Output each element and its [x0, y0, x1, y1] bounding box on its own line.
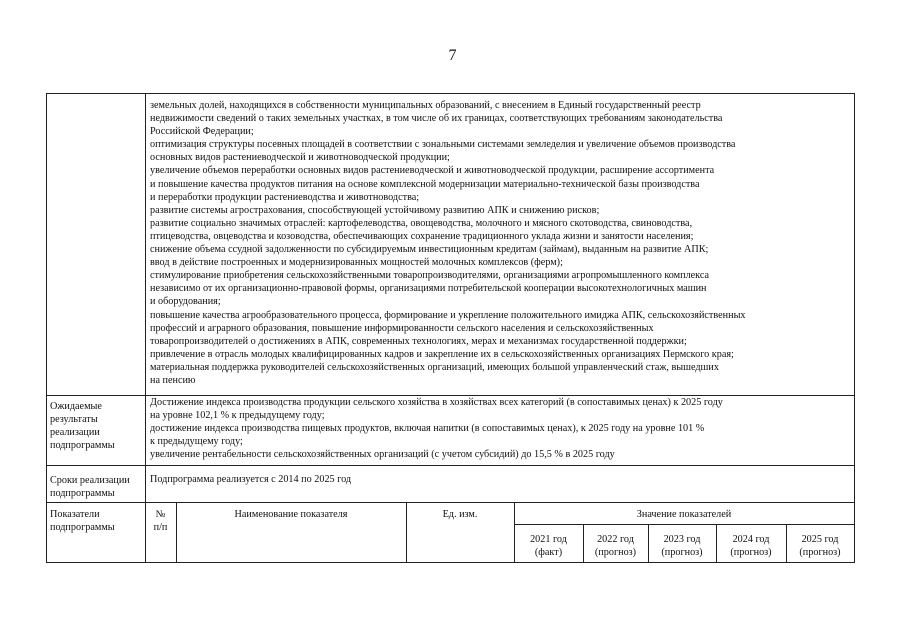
- row-divider-timeline: [46, 465, 854, 466]
- text-line: повышение качества агрообразовательного процесса, формирование и укрепление положительного имиджа АПК, сельскохозяйственных: [150, 309, 746, 321]
- text-line: развитие системы агрострахования, способствующей устойчивому развитию АПК и снижению рисков;: [150, 204, 600, 216]
- text-line: недвижимости сведений о таких земельных участках, в том числе об их границах, соответствующих требованиям законодательства: [150, 113, 723, 125]
- indicator-unit-header: Ед. изм.: [442, 509, 478, 520]
- year-header-2022: 2022 год (прогноз): [594, 534, 637, 559]
- year-header-2025: 2025 год (прогноз): [799, 534, 841, 559]
- table-border-right: [854, 93, 855, 563]
- indicator-name-header: Наименование показателя: [234, 509, 348, 520]
- page-number: 7: [448, 47, 457, 64]
- text-line: и оборудования;: [150, 296, 221, 308]
- year-header-2021: 2021 год (факт): [530, 534, 567, 559]
- text-line: земельных долей, находящихся в собственности муниципальных образований, с внесением в Единый государственный реестр: [150, 100, 701, 111]
- timeline-label: Сроки реализации подпрограммы: [50, 475, 130, 500]
- text-line: независимо от их организационно-правовой формы, организациями потребительской кооперации высокотехнологичных машин: [150, 283, 707, 295]
- year-header-2023: 2023 год (прогноз): [661, 534, 703, 559]
- text-line: и переработки продукции растениеводства и животноводства;: [150, 191, 420, 203]
- text-line: к предыдущему году;: [150, 436, 243, 448]
- indicators-label: Показатели подпрограммы: [50, 509, 115, 534]
- expected-results-cell: [150, 396, 723, 461]
- timeline-text: Подпрограмма реализуется с 2014 по 2025 год: [150, 474, 352, 485]
- text-line: стимулирование приобретения сельскохозяйственными товаропроизводителями, организациями агропромышленного комплекса: [150, 270, 710, 282]
- text-line: на пенсию: [150, 374, 196, 386]
- text-line: увеличение объемов переработки основных видов растениеводческой и животноводческой продукции, расширение ассортимента: [150, 165, 715, 177]
- text-line: материальная поддержка руководителей сельскохозяйственных организаций, имеющих большой управленческий стаж, вышедших: [150, 361, 719, 373]
- tasks-cell: [150, 99, 746, 387]
- text-line: основных видов растениеводческой и животноводческой продукции;: [150, 152, 450, 164]
- table-border-bottom: [46, 562, 854, 563]
- text-line: Российской Федерации;: [150, 126, 254, 138]
- expected-results-label: Ожидаемые результаты реализации подпрограммы: [50, 401, 115, 452]
- text-line: привлечение в отрасль молодых квалифицированных кадров и закрепление их в сельскохозяйственных организациях Пермского края;: [150, 348, 734, 360]
- indicator-values-header: Значение показателей: [636, 509, 732, 520]
- indicator-number-header: № п/п: [153, 509, 168, 534]
- text-line: ввод в действие построенных и модернизированных мощностей молочных комплексов (ферм);: [150, 257, 563, 269]
- program-table: [46, 93, 854, 563]
- table-border-left: [46, 93, 47, 563]
- text-line: снижение объема ссудной задолженности по субсидируемым инвестиционным кредитам (займам), выданным на развитие АПК;: [150, 244, 709, 256]
- label-column-divider: [145, 93, 146, 563]
- table-border-top: [46, 93, 854, 94]
- text-line: и повышение качества продуктов питания на основе комплексной модернизации материально-технической базы производства: [150, 178, 700, 190]
- text-line: Достижение индекса производства продукции сельского хозяйства в хозяйствах всех категорий (в сопоставимых ценах) к 2025 году: [150, 397, 723, 408]
- row-divider-indicators: [46, 502, 854, 503]
- text-line: достижение индекса производства пищевых продуктов, включая напитки (в сопоставимых ценах), к 2025 году на уровне 101 %: [150, 423, 705, 435]
- text-line: птицеводства, овцеводства и козоводства, обеспечивающих сохранение традиционного уклада жизни и занятости населения;: [150, 230, 694, 242]
- indicator-values-header-divider: [514, 524, 854, 525]
- text-line: оптимизация структуры посевных площадей в соответствии с зональными системами земледелия и увеличение объемов производства: [150, 139, 736, 151]
- text-line: увеличение рентабельности сельскохозяйственных организаций (с учетом субсидий) до 15,5 % в 2025 году: [150, 449, 615, 461]
- text-line: развитие социально значимых отраслей: картофелеводства, овощеводства, молочного и мясного скотоводства, свиноводства,: [150, 217, 693, 229]
- text-line: профессий и аграрного образования, повышение информированности сельского населения и сельскохозяйственных: [150, 322, 654, 334]
- text-line: товаропроизводителей о достижениях в АПК, современных технологиях, мерах и механизмах государственной поддержки;: [150, 335, 687, 347]
- text-line: на уровне 102,1 % к предыдущему году;: [150, 410, 325, 422]
- year-header-2024: 2024 год (прогноз): [730, 534, 772, 559]
